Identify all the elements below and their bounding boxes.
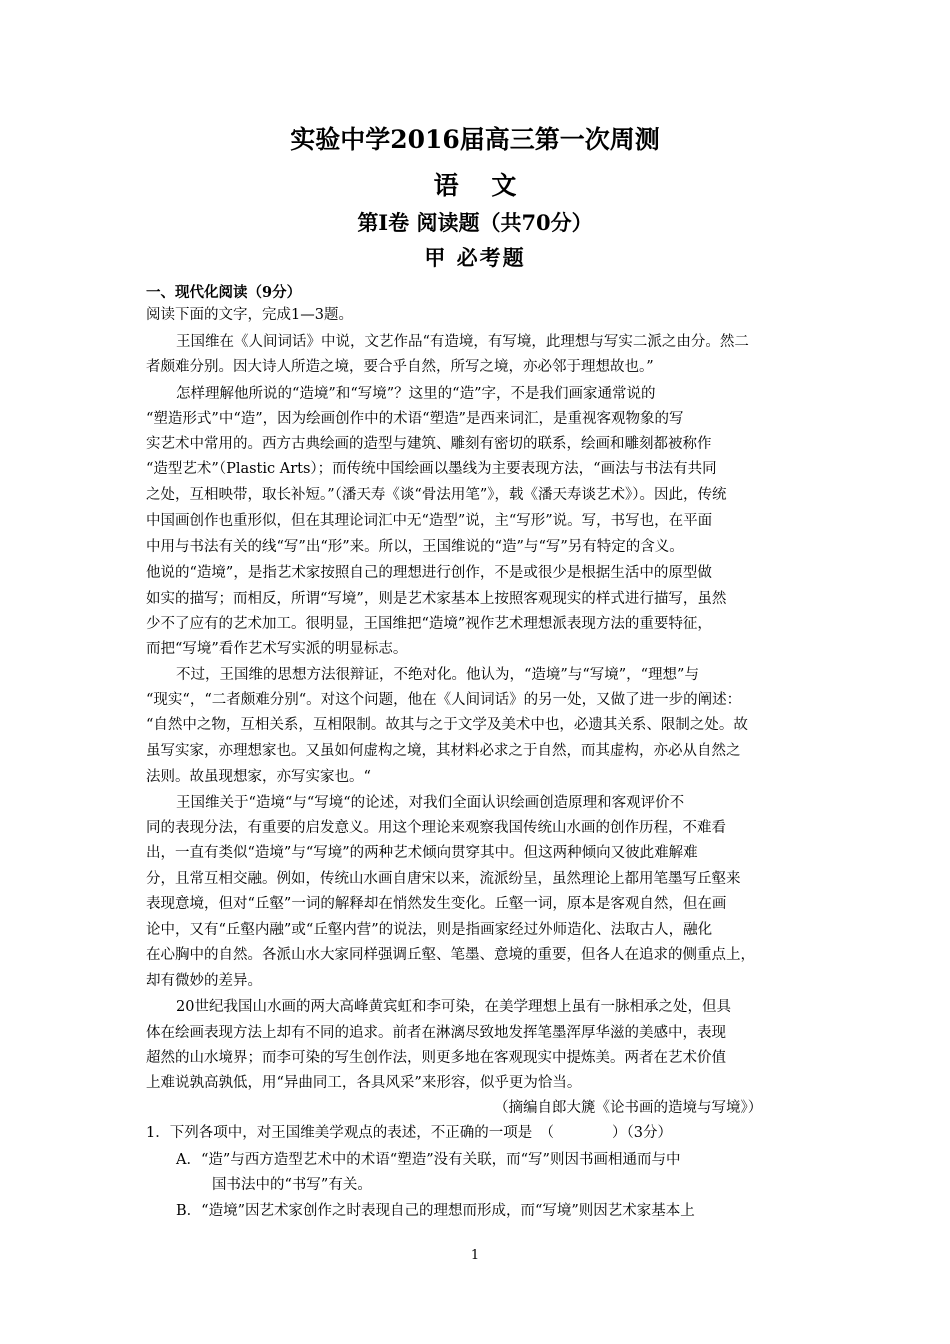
passage-line: “现实“，“二者颇难分别“。对这个问题，他在《人间词话》的另一处，又做了进一步的阐述： [146,692,742,708]
passage-line: 体在绘画表现方法上却有不同的追求。前者在淋漓尽致地发挥笔墨浑厚华滋的美感中，表现 [146,1025,726,1041]
question-1-option-a: A．“造”与西方造型艺术中的术语“塑造”没有关联，而“写”则因书画相通而与中 [176,1152,681,1168]
question-1-option-b: B．“造境”因艺术家创作之时表现自己的理想而形成，而“写境”则因艺术家基本上 [176,1203,695,1219]
passage-line: 论中，又有“丘壑内融”或“丘壑内营”的说法，则是指画家经过外师造化、法取古人，融化 [146,922,713,938]
question-1-option-a-cont: 国书法中的“书写”有关。 [212,1177,372,1193]
exam-title: 实验中学2016届高三第一次周测 [290,125,660,154]
passage-line: 实艺术中常用的。西方古典绘画的造型与建筑、雕刻有密切的联系，绘画和雕刻都被称作 [146,436,712,452]
passage-line: 却有微妙的差异。 [146,973,262,989]
reading-heading: 一、现代化阅读（9分） [146,284,302,301]
passage-line: 上难说孰高孰低，用“异曲同工，各具风采”来形容，似乎更为恰当。 [146,1075,582,1091]
passage-line: 表现意境，但对“丘壑”一词的解释却在悄然发生变化。丘壑一词，原本是客观自然，但在画 [146,896,727,912]
passage-line: 他说的“造境”，是指艺术家按照自己的理想进行创作，不是或很少是根据生活中的原型做 [146,565,712,581]
passage-line: 如实的描写；而相反，所谓“写境”，则是艺术家基本上按照客观现实的样式进行描写，虽然 [146,591,727,607]
passage-line: 出，一直有类似“造境”与“写境”的两种艺术倾向贯穿其中。但这两种倾向又彼此难解难 [146,845,698,861]
passage-line: 同的表现分法，有重要的启发意义。用这个理论来观察我国传统山水画的创作历程，不难看 [146,820,726,836]
subject-title: 语 文 [433,171,529,200]
passage-line: 而把“写境”看作艺术写实派的明显标志。 [146,641,408,657]
question-1-stem: 1．下列各项中，对王国维美学观点的表述，不正确的一项是 （ ）（3分） [146,1125,672,1141]
passage-line: 虽写实家，亦理想家也。又虽如何虚构之境，其材料必求之于自然，而其虚构，亦必从自然之 [146,743,741,759]
passage-line: 之处，互相映带，取长补短。”（潘天寿《谈“骨法用笔”》，载《潘天寿谈艺术》）。因此，传统 [146,487,727,503]
passage-line: 不过，王国维的思想方法很辩证，不绝对化。他认为，“造境”与“写境”，“理想”与 [176,667,699,683]
passage-line: 超然的山水境界；而李可染的写生创作法，则更多地在客观现实中提炼美。两者在艺术价值 [146,1050,726,1066]
passage-line: 20世纪我国山水画的两大高峰黄宾虹和李可染，在美学理想上虽有一脉相承之处，但具 [176,999,731,1015]
passage-line: 者颇难分别。因大诗人所造之境，要合乎自然，所写之境，亦必邻于理想故也。” [146,359,654,375]
passage-line: 分，且常互相交融。例如，传统山水画自唐宋以来，流派纷呈，虽然理论上都用笔墨写丘壑来 [146,871,741,887]
passage-line: 法则。故虽现想家，亦写实家也。“ [146,769,371,785]
passage-line: “塑造形式”中“造”，因为绘画创作中的术语“塑造”是西来词汇，是重视客观物象的写 [146,411,684,427]
passage-line: 中国画创作也重形似，但在其理论词汇中无“造型”说，主“写形”说。写，书写也，在平面 [146,513,713,529]
part-title: 第Ⅰ卷 阅读题（共70分） [357,210,593,235]
passage-source: （摘编自郎大篪《论书画的造境与写境》） [494,1100,763,1116]
passage-line: “造型艺术”（Plastic Arts）；而传统中国绘画以墨线为主要表现方法，“画法与书法有共同 [146,461,717,477]
passage-line: 怎样理解他所说的“造境”和“写境”？这里的“造”字，不是我们画家通常说的 [176,386,656,402]
reading-instruction: 阅读下面的文字，完成1—3题。 [146,307,353,323]
passage-line: 中用与书法有关的线“写”出“形”来。所以，王国维说的“造”与“写”另有特定的含义。 [146,539,684,555]
page-number: 1 [470,1248,480,1263]
passage-line: 在心胸中的自然。各派山水大家同样强调丘壑、笔墨、意境的重要，但各人在追求的侧重点上， [146,947,755,963]
passage-line: 王国维关于“造境“与“写境“的论述，对我们全面认识绘画创造原理和客观评价不 [176,795,685,811]
section-title: 甲 必考题 [424,245,526,270]
passage-line: 少不了应有的艺术加工。很明显，王国维把“造境”视作艺术理想派表现方法的重要特征， [146,616,712,632]
passage-line: “自然中之物，互相关系，互相限制。故其与之于文学及美术中也，必遗其关系、限制之处。故 [146,717,748,733]
passage-line: 王国维在《人间词话》中说，文艺作品“有造境，有写境，此理想与写实二派之由分。然二 [176,334,749,350]
